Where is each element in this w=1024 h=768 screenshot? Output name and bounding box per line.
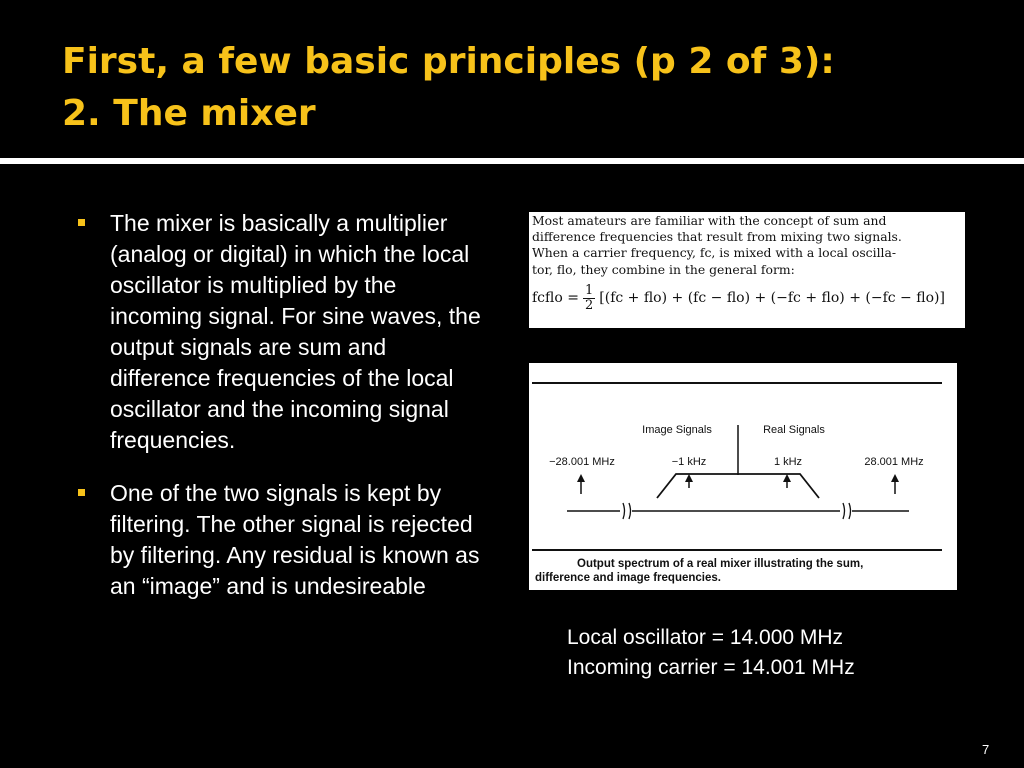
arrow-neg-28: [577, 474, 585, 494]
label-image-signals: Image Signals: [642, 424, 712, 436]
title-divider: [0, 158, 1024, 164]
passband-trapezoid: [657, 474, 819, 498]
arrow-pos-1k: [783, 474, 791, 488]
freq-label-pos-1k: 1 kHz: [773, 456, 803, 468]
label-real-signals: Real Signals: [763, 424, 825, 436]
bullet-item: [78, 478, 493, 602]
incoming-carrier-text: Incoming carrier = 14.001 MHz: [567, 656, 855, 679]
mixer-formula: [532, 284, 965, 313]
bullet-square-icon: [78, 219, 85, 226]
slide-title: [62, 36, 1002, 140]
formula-denominator: 2: [584, 297, 594, 313]
spectrum-diagram: [529, 363, 957, 590]
bullet-square-icon: [78, 489, 85, 496]
freq-label-pos-28: 28.001 MHz: [864, 456, 924, 468]
axis-break-left-icon: [620, 503, 632, 519]
excerpt-line: Most amateurs are familiar with the concept of sum and: [532, 213, 887, 228]
page-number: 7: [982, 742, 990, 757]
bullet-item: [78, 208, 493, 456]
excerpt-line: difference frequencies that result from mixing two signals.: [532, 229, 902, 245]
freq-label-neg-28: −28.001 MHz: [549, 456, 615, 468]
spectrum-svg: [529, 363, 957, 590]
excerpt-line: When a carrier frequency, fc, is mixed with a local oscilla-: [532, 245, 897, 261]
figure-caption-line-2: difference and image frequencies.: [535, 572, 721, 584]
bullet-text: The mixer is basically a multiplier (analog or digital) in which the local oscillator is multiplied by the incoming signal. For sine waves, the output signals are sum and difference frequencies of the local oscillator and the incoming signal frequencies.: [110, 210, 481, 453]
textbook-excerpt: [529, 212, 965, 328]
bullet-list: [78, 208, 493, 602]
figure-caption-line-1: Output spectrum of a real mixer illustrating the sum,: [577, 558, 864, 570]
excerpt-line: tor, flo, they combine in the general form:: [532, 261, 795, 277]
formula-fraction: [583, 284, 595, 313]
oscillator-caption: [567, 623, 855, 683]
axis-break-right-icon: [840, 503, 852, 519]
bullet-text: One of the two signals is kept by filtering. The other signal is rejected by filtering. Any residual is known as an “image” and is undesireable: [110, 480, 480, 599]
slide-title-line-1: First, a few basic principles (p 2 of 3):: [62, 41, 835, 82]
formula-rhs: [(fc + flo) + (fc − flo) + (−fc + flo) + (−fc − flo)]: [599, 290, 945, 307]
local-oscillator-text: Local oscillator = 14.000 MHz: [567, 626, 844, 649]
freq-label-neg-1k: −1 kHz: [671, 456, 707, 468]
formula-numerator: 1: [584, 282, 594, 298]
arrow-pos-28: [891, 474, 899, 494]
formula-lhs: fcflo =: [532, 290, 579, 307]
slide-title-line-2: 2. The mixer: [62, 93, 316, 134]
arrow-neg-1k: [685, 474, 693, 488]
